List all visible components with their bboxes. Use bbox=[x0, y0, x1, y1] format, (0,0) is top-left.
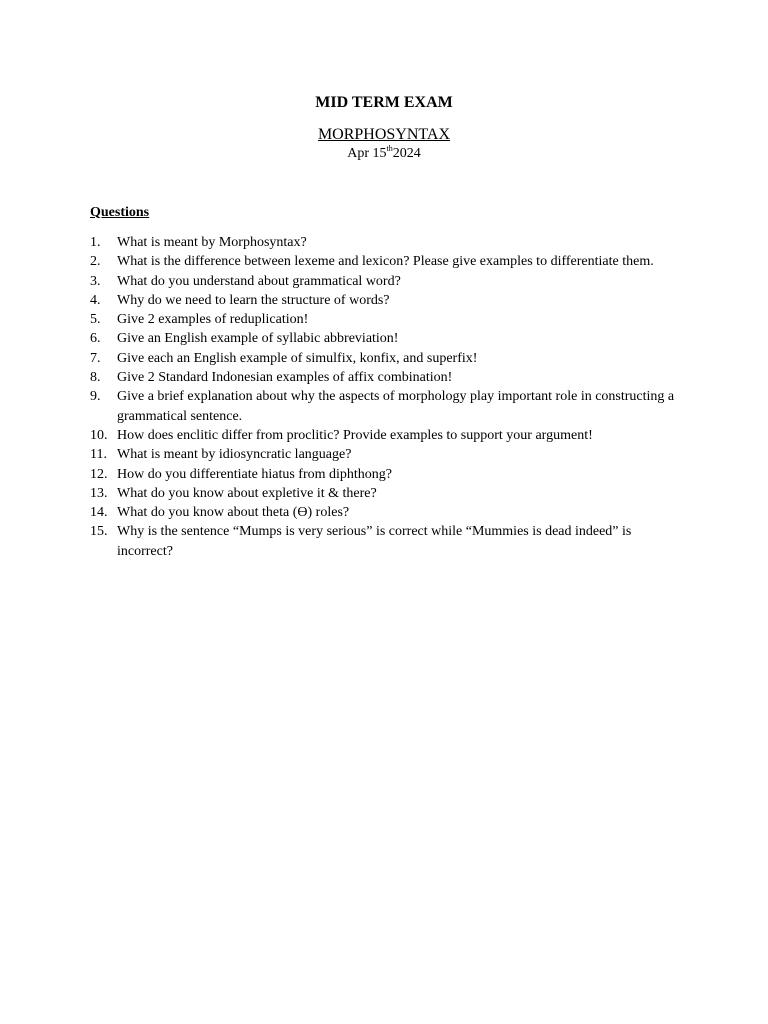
exam-date bbox=[0, 145, 768, 163]
question-item bbox=[90, 329, 680, 348]
question-item bbox=[90, 291, 680, 310]
question-number: 4. bbox=[90, 292, 101, 308]
question-item bbox=[90, 445, 680, 464]
question-number: 15. bbox=[90, 524, 108, 540]
question-text: What is meant by idiosyncratic language? bbox=[117, 447, 352, 463]
exam-subject: MORPHOSYNTAX bbox=[317, 126, 451, 143]
question-item bbox=[90, 272, 680, 291]
question-text: What is the difference between lexeme and lexicon? Please give examples to differentiate them. bbox=[117, 254, 654, 270]
question-number: 1. bbox=[90, 235, 101, 250]
exam-title: MID TERM EXAM bbox=[315, 94, 453, 111]
question-item bbox=[90, 503, 680, 522]
question-number: 6. bbox=[90, 331, 101, 347]
question-number: 3. bbox=[90, 273, 101, 289]
question-item bbox=[90, 252, 680, 271]
questions-heading: Questions bbox=[90, 205, 150, 220]
question-number: 9. bbox=[90, 389, 101, 405]
question-number: 12. bbox=[90, 466, 108, 482]
question-number: 2. bbox=[90, 254, 101, 270]
question-number: 11. bbox=[90, 447, 107, 463]
question-text: Give a brief explanation about why the aspects of morphology play important role in constructing a grammatical sentence. bbox=[117, 389, 675, 424]
date-superscript: th bbox=[386, 144, 393, 153]
question-text: What do you know about expletive it & there? bbox=[117, 485, 377, 501]
question-text: Give each an English example of simulfix, konfix, and superfix! bbox=[117, 350, 478, 366]
date-prefix: Apr 15 bbox=[347, 146, 387, 161]
question-text: How does enclitic differ from proclitic? Provide examples to support your argument! bbox=[117, 427, 593, 443]
question-item bbox=[90, 310, 680, 329]
question-item bbox=[90, 465, 680, 484]
question-list bbox=[90, 233, 680, 561]
question-text: What do you know about theta (ϴ) roles? bbox=[117, 505, 350, 521]
question-number: 10. bbox=[90, 427, 108, 443]
question-text: Why is the sentence “Mumps is very serious” is correct while “Mummies is dead indeed” is incorrect? bbox=[117, 524, 632, 559]
date-suffix: 2024 bbox=[392, 146, 421, 161]
question-item bbox=[90, 426, 680, 445]
question-text: What do you understand about grammatical word? bbox=[117, 273, 401, 289]
question-number: 13. bbox=[90, 485, 108, 501]
question-number: 14. bbox=[90, 505, 108, 521]
question-number: 5. bbox=[90, 312, 101, 328]
question-number: 7. bbox=[90, 350, 101, 366]
question-item bbox=[90, 522, 680, 561]
question-text: Give an English example of syllabic abbreviation! bbox=[117, 331, 399, 347]
question-item bbox=[90, 484, 680, 503]
question-text: How do you differentiate hiatus from diphthong? bbox=[117, 466, 393, 482]
question-text: Give 2 Standard Indonesian examples of affix combination! bbox=[117, 370, 453, 386]
question-text: Why do we need to learn the structure of words? bbox=[117, 292, 390, 308]
question-item bbox=[90, 387, 680, 426]
question-text: Give 2 examples of reduplication! bbox=[117, 312, 309, 328]
question-item bbox=[90, 368, 680, 387]
question-item bbox=[90, 233, 680, 252]
question-text: What is meant by Morphosyntax? bbox=[117, 235, 307, 250]
question-number: 8. bbox=[90, 370, 101, 386]
question-item bbox=[90, 349, 680, 368]
